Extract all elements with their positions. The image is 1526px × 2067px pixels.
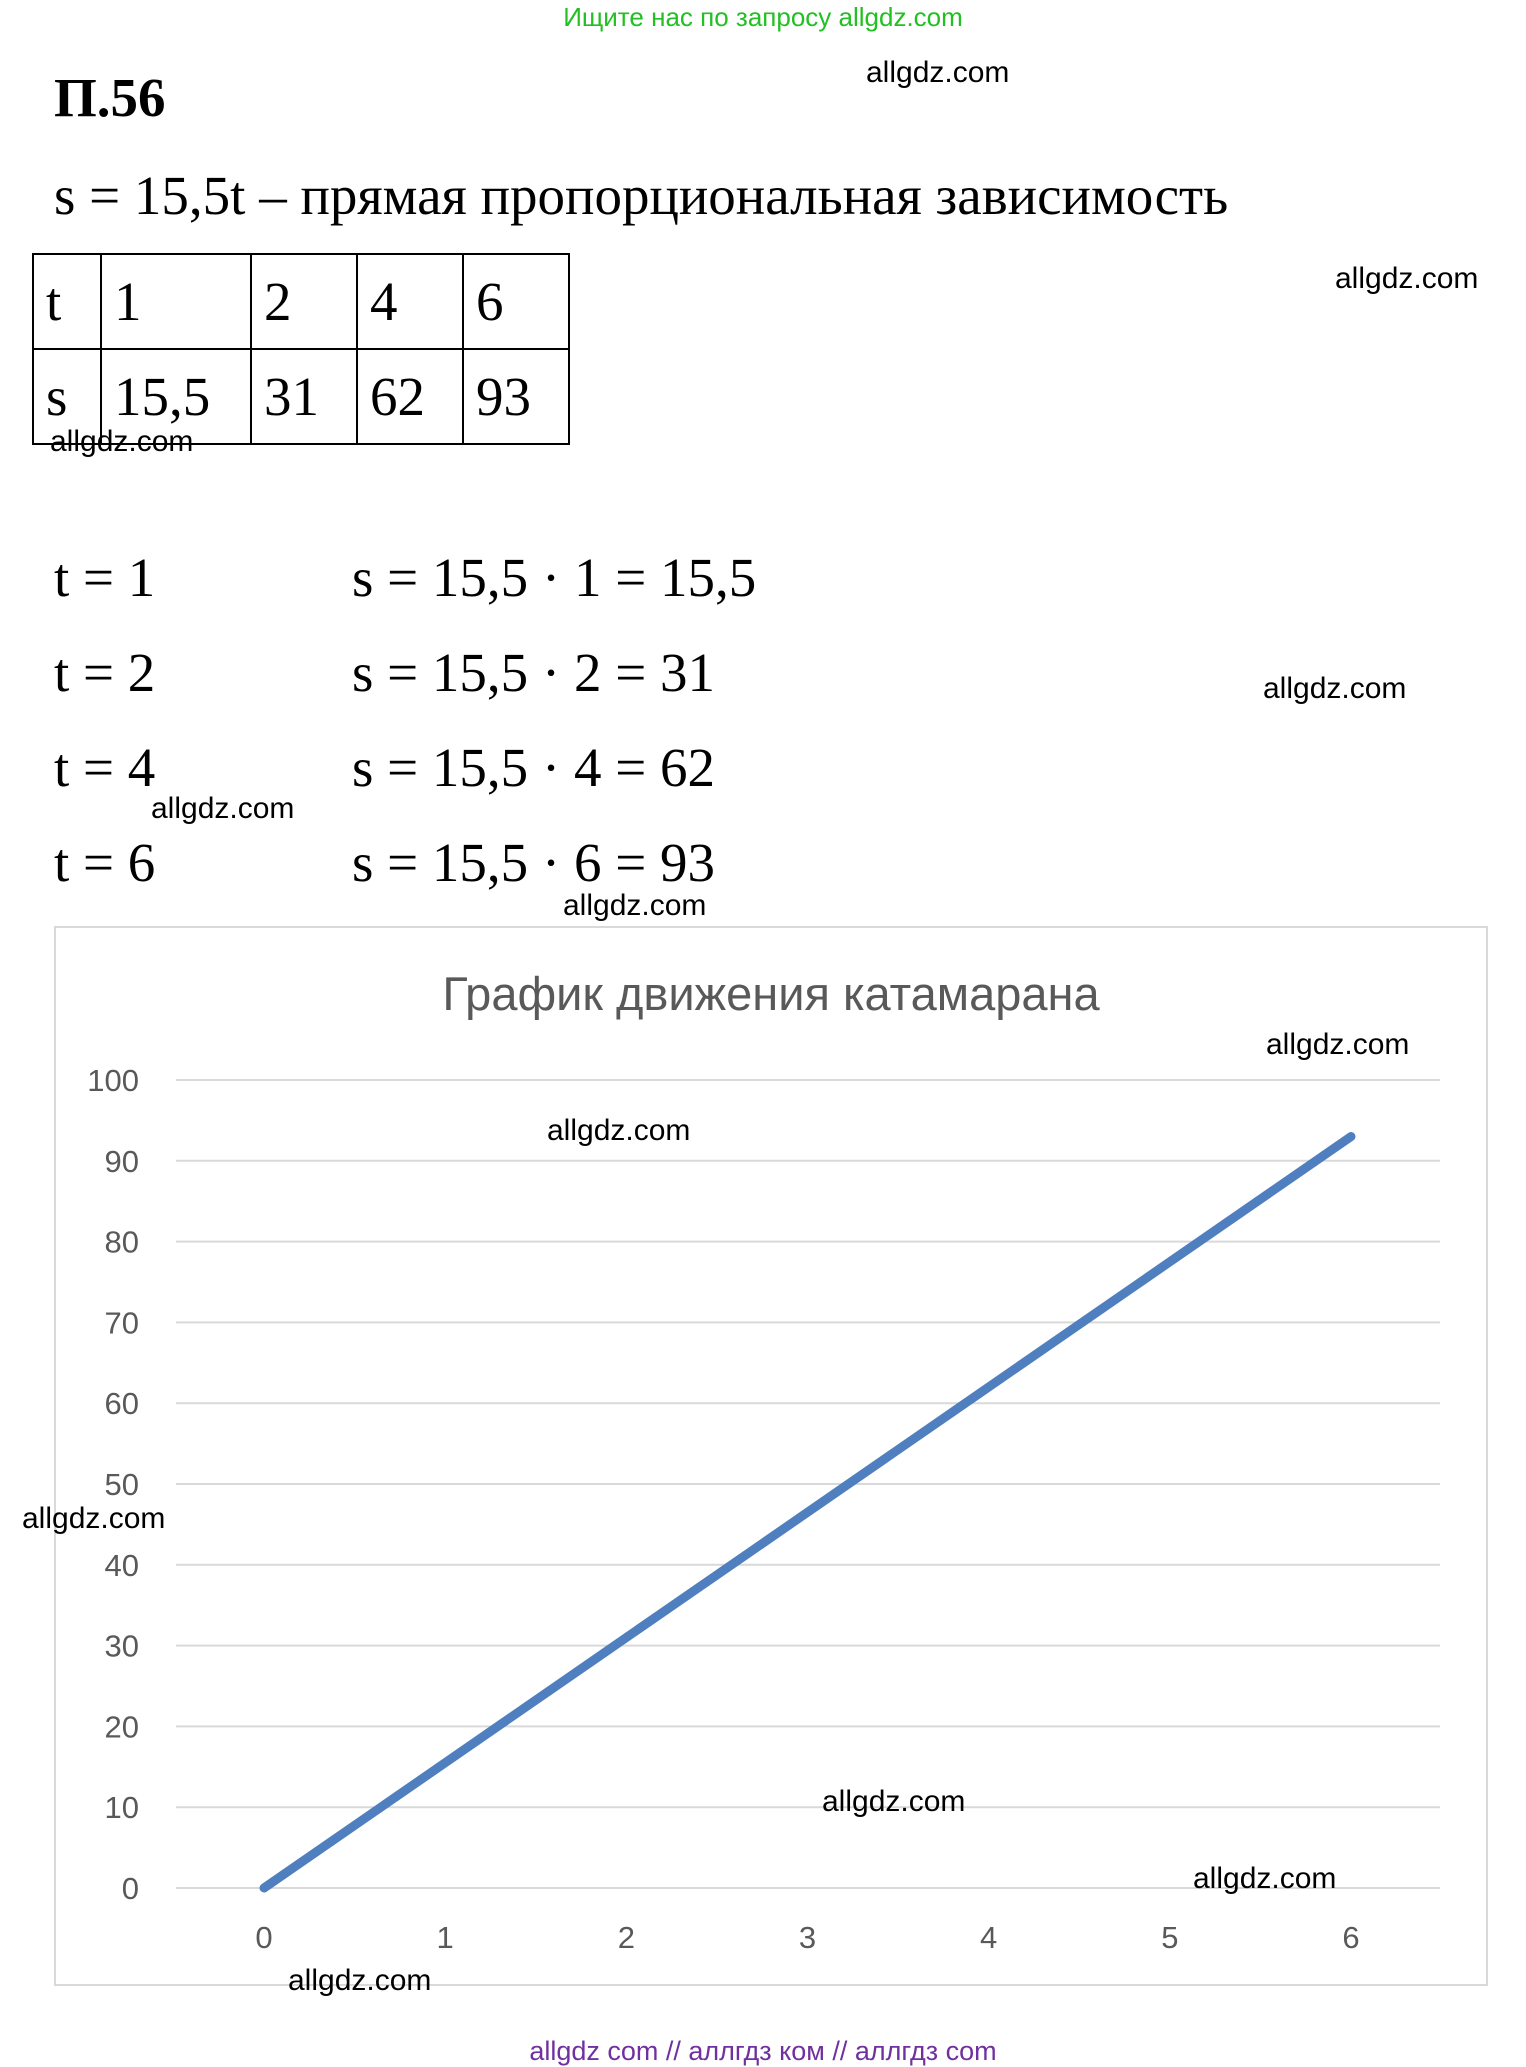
watermark: allgdz.com <box>1193 1862 1337 1895</box>
table-cell: 2 <box>251 254 357 349</box>
y-tick-label: 0 <box>121 1871 139 1906</box>
footer-links[interactable]: allgdz com // аллгдз ком // аллгдз com <box>529 2036 997 2066</box>
calc-t-label: t = 4 <box>54 737 156 798</box>
calc-t-label: t = 1 <box>54 547 156 608</box>
watermark: allgdz.com <box>151 792 295 825</box>
y-tick-label: 40 <box>104 1547 139 1583</box>
calc-t-label: t = 6 <box>54 832 156 893</box>
watermark: allgdz.com <box>50 425 194 458</box>
y-tick-label: 10 <box>104 1790 139 1826</box>
table-cell: 1 <box>101 254 251 349</box>
calc-s-expression: s = 15,5 · 6 = 93 <box>352 832 716 893</box>
formula-statement: s = 15,5t – прямая пропорциональная зависимость <box>54 165 1229 226</box>
watermark: allgdz.com <box>288 1964 432 1997</box>
table-cell: 93 <box>463 349 569 444</box>
table-cell: 62 <box>357 349 463 444</box>
y-tick-label: 100 <box>87 1063 139 1098</box>
x-tick-label: 2 <box>617 1920 635 1955</box>
calc-s-expression: s = 15,5 · 1 = 15,5 <box>352 547 757 608</box>
watermark: allgdz.com <box>1266 1028 1410 1061</box>
table-cell: 15,5 <box>101 349 251 444</box>
watermark: allgdz.com <box>1263 672 1407 705</box>
table-cell: 6 <box>463 254 569 349</box>
calc-t-label: t = 2 <box>54 642 156 703</box>
table-cell: 4 <box>357 254 463 349</box>
watermark: allgdz.com <box>866 56 1010 89</box>
x-tick-label: 4 <box>980 1920 998 1955</box>
table-header-s: s <box>33 349 101 444</box>
y-tick-label: 80 <box>104 1224 139 1260</box>
y-tick-label: 60 <box>104 1386 139 1422</box>
chart-title: График движения катамарана <box>442 967 1100 1020</box>
y-tick-label: 30 <box>104 1628 139 1664</box>
watermark: allgdz.com <box>22 1502 166 1535</box>
x-tick-label: 0 <box>255 1920 273 1955</box>
watermark: allgdz.com <box>822 1785 966 1818</box>
calc-s-expression: s = 15,5 · 4 = 62 <box>352 737 716 798</box>
watermark: allgdz.com <box>547 1114 691 1147</box>
x-tick-label: 6 <box>1342 1920 1360 1955</box>
top-banner[interactable]: Ищите нас по запросу allgdz.com <box>563 2 963 32</box>
x-tick-label: 1 <box>436 1920 454 1955</box>
table-header-t: t <box>33 254 101 349</box>
x-tick-label: 5 <box>1161 1920 1179 1955</box>
table-cell: 31 <box>251 349 357 444</box>
series-line <box>264 1137 1351 1888</box>
problem-number: П.56 <box>54 67 166 128</box>
x-tick-label: 3 <box>798 1920 817 1955</box>
y-tick-label: 20 <box>104 1709 139 1745</box>
y-tick-label: 70 <box>104 1305 139 1341</box>
y-tick-label: 50 <box>104 1467 139 1502</box>
calc-s-expression: s = 15,5 · 2 = 31 <box>352 642 716 703</box>
watermark: allgdz.com <box>1335 262 1479 295</box>
y-tick-label: 90 <box>104 1143 139 1179</box>
watermark: allgdz.com <box>563 889 707 922</box>
